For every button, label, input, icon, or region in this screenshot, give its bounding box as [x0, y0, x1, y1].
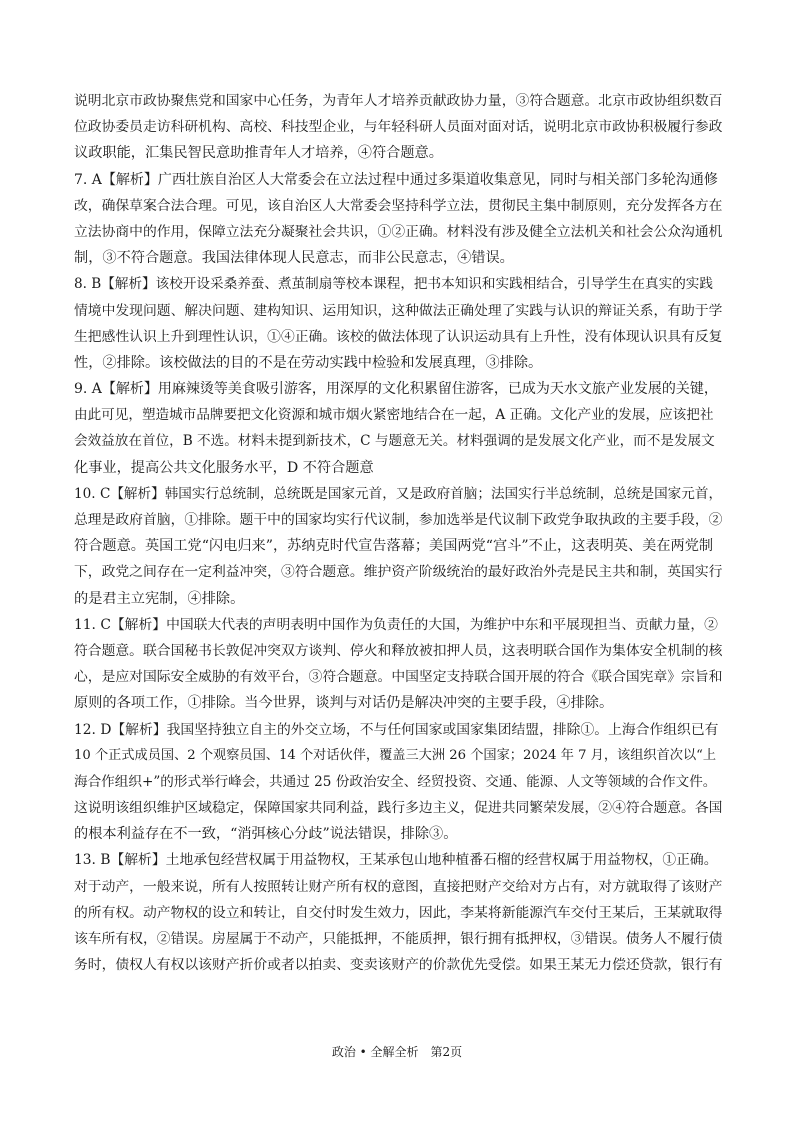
text-line: 由此可见，塑造城市品牌要把文化资源和城市烟火紧密地结合在一起，A 正确。文化产业的发展，应该把社 — [74, 407, 714, 424]
text-line: 这说明该组织维护区域稳定，保障国家共同利益，践行多边主义，促进共同繁荣发展，②④符合题意。各国 — [74, 800, 722, 817]
text-line: 制，③不符合题意。我国法律体现人民意志，而非公民意志，④错误。 — [74, 250, 514, 267]
text-line: 10 个正式成员国、2 个观察员国、14 个对话伙伴，覆盖三大洲 26 个国家；2024 年 7 月，该组织首次以“上 — [74, 747, 717, 763]
text-line: 12. D【解析】我国坚持独立自主的外交立场，不与任何国家或国家集团结盟，排除①。上海合作组织已有 — [74, 721, 719, 738]
text-line: 的根本利益存在不一致，“消弭核心分歧”说法错误，排除③。 — [74, 826, 458, 843]
text-line: 生把感性认识上升到理性认识，①④正确。该校的做法体现了认识运动具有上升性，没有体现认识具有反复 — [74, 328, 722, 345]
page-footer: 政治 • 全解全析 第2页 — [331, 1045, 463, 1059]
text-line: 立法协商中的作用，保障立法充分凝聚社会共识，①②正确。材料没有涉及健全立法机关和社会公众沟通机 — [74, 223, 722, 240]
text-line: 下，政党之间存在一定利益冲突，③符合题意。维护资产阶级统治的最好政治外壳是民主共和制，英国实行 — [74, 564, 722, 581]
text-line: 化事业，提高公共文化服务水平，D 不符合题意 — [74, 459, 374, 476]
text-line: 务时，债权人有权以该财产折价或者以拍卖、变卖该财产的价款优先受偿。如果王某无力偿还贷款，银行有 — [74, 957, 722, 974]
text-line: 的是君主立宪制，④排除。 — [74, 590, 245, 607]
text-line: 8. B【解析】该校开设采桑养蚕、煮茧制扇等校本课程，把书本知识和实践相结合，引导学生在真实的实践 — [74, 276, 713, 293]
text-line: 改，确保草案合法合理。可见，该自治区人大常委会坚持科学立法，贯彻民主集中制原则，充分发挥各方在 — [74, 197, 722, 214]
text-line: 10. C【解析】韩国实行总统制，总统既是国家元首，又是政府首脑；法国实行半总统制，总统是国家元首， — [74, 485, 722, 502]
text-line: 心，是应对国际安全威胁的有效平台，③符合题意。中国坚定支持联合国开展的符合《联合国宪章》宗旨和 — [74, 669, 722, 686]
text-line: 说明北京市政协聚焦党和国家中心任务，为青年人才培养贡献政协力量，③符合题意。北京市政协组织数百 — [74, 93, 722, 109]
text-line: 性，②排除。该校做法的目的不是在劳动实践中检验和发展真理，③排除。 — [74, 354, 543, 371]
text-line: 海合作组织+”的形式举行峰会，共通过 25 份政治安全、经贸投资、交通、能源、人文等领域的合作文件。 — [74, 773, 717, 790]
text-line: 议政职能，汇集民智民意助推青年人才培养，④符合题意。 — [74, 145, 443, 162]
text-line: 该车所有权，②错误。房屋属于不动产，只能抵押，不能质押，银行拥有抵押权，③错误。债务人不履行债 — [74, 931, 722, 947]
text-line: 7. A【解析】广西壮族自治区人大常委会在立法过程中通过多渠道收集意见，同时与相关部门多轮沟通修 — [74, 171, 718, 188]
text-line: 情境中发现问题、解决问题、建构知识、运用知识，这种做法正确处理了实践与认识的辩证关系，有助于学 — [74, 302, 722, 319]
text-line: 原则的各项工作，①排除。当今世界，谈判与对话仍是解决冲突的主要手段，④排除。 — [74, 695, 614, 712]
text-line: 符合题意。英国工党“闪电归来”，苏纳克时代宣告落幕；美国两党“宫斗”不止，这表明英、美在两党制 — [74, 538, 714, 555]
text-line: 9. A【解析】用麻辣烫等美食吸引游客，用深厚的文化积累留住游客，已成为天水文旅产业发展的关键， — [74, 381, 718, 398]
text-line: 的所有权。动产物权的设立和转让，自交付时发生效力，因此，李某将新能源汽车交付王某后，王某就取得 — [74, 904, 722, 921]
text-line: 对于动产，一般来说，所有人按照转让财产所有权的意图，直接把财产交给对方占有，对方就取得了该财产 — [74, 878, 722, 895]
text-line: 符合题意。联合国秘书长敦促冲突双方谈判、停火和释放被扣押人员，这表明联合国作为集体安全机制的核 — [74, 642, 722, 659]
text-line: 11. C【解析】中国联大代表的声明表明中国作为负责任的大国，为维护中东和平展现担当、贡献力量，② — [74, 616, 718, 633]
text-line: 13. B【解析】土地承包经营权属于用益物权，王某承包山地种植番石榴的经营权属于用益物权，①正确。 — [74, 852, 718, 869]
text-line: 总理是政府首脑，①排除。题干中的国家均实行代议制，参加选举是代议制下政党争取执政的主要手段，② — [74, 512, 722, 528]
text-line: 会效益放在首位，B 不选。材料未提到新技术，C 与题意无关。材料强调的是发展文化产业，而不是发展文 — [74, 433, 715, 450]
answer-explanations — [74, 88, 722, 978]
text-line: 位政协委员走访科研机构、高校、科技型企业，与年轻科研人员面对面对话，说明北京市政协积极履行参政 — [74, 119, 722, 136]
